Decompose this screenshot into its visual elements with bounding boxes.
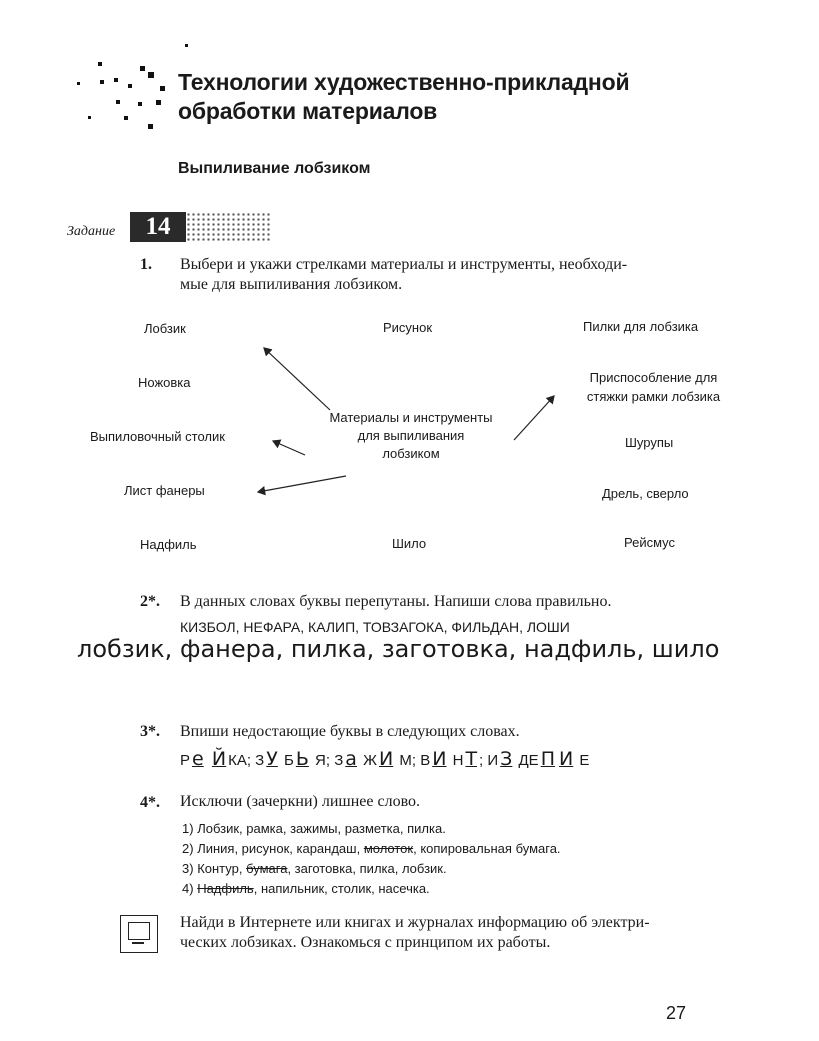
chapter-title-line2: обработки материалов: [178, 98, 438, 124]
q3-printed-part: Ж: [358, 752, 377, 769]
q2-number: 2*.: [140, 593, 160, 610]
q1-center-line1: Материалы и инструменты: [329, 410, 493, 425]
q1-number: 1.: [140, 256, 152, 273]
page-number: 27: [666, 1003, 687, 1023]
arrow-to-prisposoblenie: [514, 396, 554, 440]
item-reismus: Рейсмус: [624, 535, 676, 550]
q4-option-1: 1) Лобзик, рамка, зажимы, разметка, пилка.: [182, 821, 446, 836]
q3-handwritten-letter: З: [500, 748, 513, 770]
item-lobzik: Лобзик: [144, 321, 186, 336]
q3-printed-part: ; И: [479, 752, 499, 769]
q4-text: Исключи (зачеркни) лишнее слово.: [180, 793, 421, 810]
q1-text-line2: мые для выпиливания лобзиком.: [180, 276, 403, 293]
q3-printed-part: Р: [180, 752, 191, 769]
computer-icon: [120, 915, 158, 953]
q2-jumbled-words: КИЗБОЛ, НЕФАРА, КАЛИП, ТОВЗАГОКА, ФИЛЬДАН, ЛОШИ: [180, 619, 570, 635]
q3-printed-part: КА; З: [228, 752, 265, 769]
q3-handwritten-letter: И: [559, 748, 574, 770]
q3-printed-part: Я; З: [310, 752, 344, 769]
arrow-to-lobzik: [264, 348, 330, 410]
task-label: Задание: [67, 224, 116, 239]
q3-handwritten-letter: а: [345, 748, 357, 770]
internet-task-line1: Найди в Интернете или книгах и журналах информацию об электри-: [180, 914, 650, 931]
q3-handwritten-letter: Ь: [295, 748, 309, 770]
q3-printed-part: Е: [575, 752, 590, 769]
q3-filled-words: [180, 748, 589, 770]
item-prisposoblenie-line1: Приспособление для: [589, 370, 718, 385]
item-prisposoblenie-line2: стяжки рамки лобзика: [586, 389, 721, 404]
q3-handwritten-letter: Й: [211, 748, 227, 770]
q4-option-2: 2) Линия, рисунок, карандаш, молоток, копировальная бумага.: [182, 841, 561, 856]
q3-printed-part: ДЕ: [514, 752, 539, 769]
q1-text-line1: Выбери и укажи стрелками материалы и инструменты, необходи-: [180, 256, 628, 273]
item-nadfil: Надфиль: [140, 537, 197, 552]
arrow-to-stolik: [273, 441, 305, 455]
q3-printed-part: Б: [279, 752, 294, 769]
task-number-badge: 14: [130, 212, 186, 242]
item-stolik: Выпиловочный столик: [90, 429, 225, 444]
item-shurupy: Шурупы: [625, 435, 674, 450]
q4-option-4: 4) Надфиль, напильник, столик, насечка.: [182, 881, 430, 896]
item-shilo: Шило: [392, 536, 427, 551]
q3-handwritten-letter: И: [378, 748, 394, 770]
q3-printed-part: Н: [448, 752, 464, 769]
item-fanera: Лист фанеры: [124, 483, 205, 498]
item-risunok: Рисунок: [383, 320, 433, 335]
item-drel: Дрель, сверло: [602, 486, 689, 501]
q3-handwritten-letter: П: [540, 748, 555, 770]
internet-task-text: [180, 913, 650, 953]
q3-text: Впиши недостающие буквы в следующих словах.: [180, 723, 520, 740]
q2-handwritten-answer: лобзик, фанера, пилка, заготовка, надфиль, шило: [77, 635, 720, 663]
chapter-title-line1: Технологии художественно-прикладной: [178, 69, 630, 95]
struck-word: молоток: [363, 841, 414, 856]
q1-center-line2: для выпиливания: [357, 428, 465, 443]
q3-handwritten-letter: е: [192, 748, 204, 770]
q1-center-line3: лобзиком: [382, 446, 440, 461]
q3-number: 3*.: [140, 723, 160, 740]
section-subtitle: Выпиливание лобзиком: [178, 160, 371, 177]
q3-handwritten-letter: И: [432, 748, 447, 770]
struck-word: бумага: [246, 861, 288, 876]
internet-task-line2: ческих лобзиках. Ознакомься с принципом их работы.: [180, 934, 551, 951]
q3-handwritten-letter: Т: [465, 748, 478, 770]
q4-option-3: 3) Контур, бумага, заготовка, пилка, лобзик.: [182, 861, 447, 876]
arrow-to-fanera: [258, 476, 346, 492]
q2-text: В данных словах буквы перепутаны. Напиши слова правильно.: [180, 593, 612, 610]
q3-printed-part: М; В: [395, 752, 431, 769]
q3-handwritten-letter: У: [266, 748, 278, 770]
q4-number: 4*.: [140, 794, 160, 811]
item-nozhovka: Ножовка: [138, 375, 191, 390]
struck-word: Надфиль: [197, 881, 254, 896]
item-pilki: Пилки для лобзика: [583, 319, 699, 334]
